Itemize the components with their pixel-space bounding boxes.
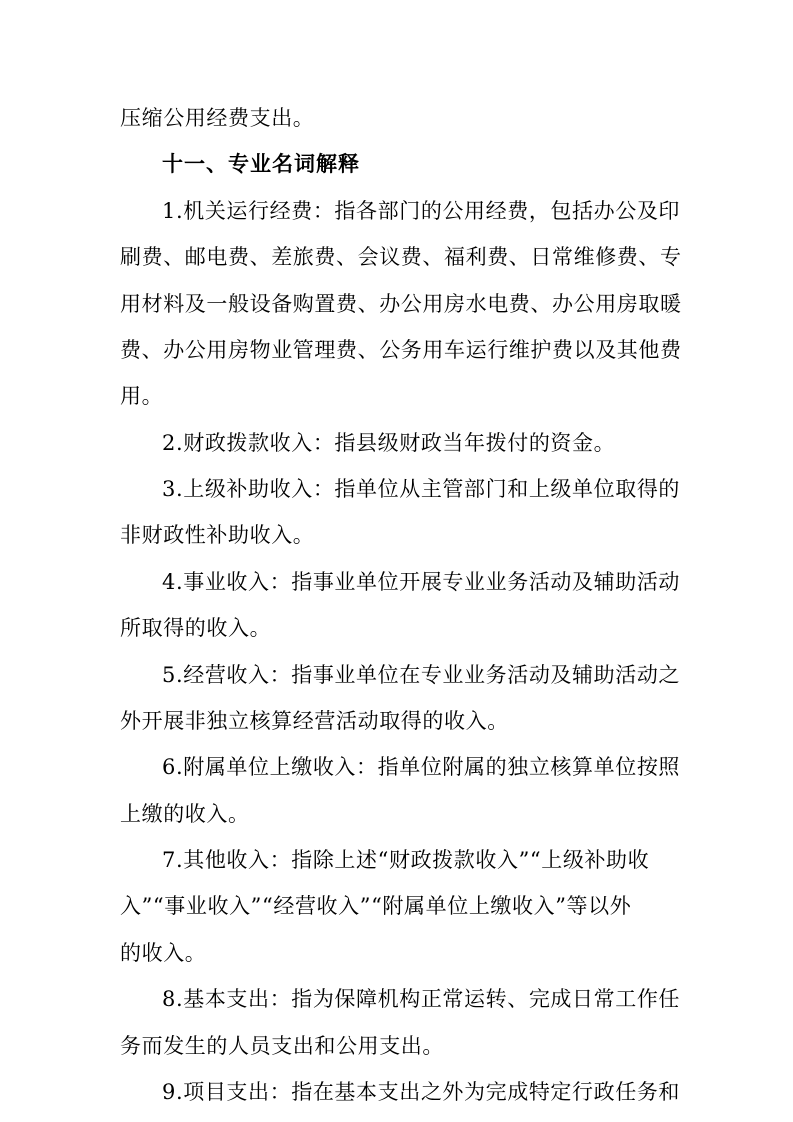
term-6-line-1: 6.附属单位上缴收入：指单位附属的独立核算单位按照 bbox=[162, 755, 681, 779]
term-7-line-1: 7.其他收入：指除上述“财政拨款收入”“上级补助收 bbox=[162, 848, 650, 872]
term-2-line-1: 2.财政拨款收入：指县级财政当年拨付的资金。 bbox=[162, 431, 616, 455]
term-5-line-1: 5.经营收入：指事业单位在专业业务活动及辅助活动之 bbox=[162, 663, 681, 687]
term-8-line-1: 8.基本支出：指为保障机构正常运转、完成日常工作任 bbox=[162, 987, 681, 1011]
term-9-line-1: 9.项目支出：指在基本支出之外为完成特定行政任务和 bbox=[162, 1080, 681, 1104]
term-1-line-2: 刷费、邮电费、差旅费、会议费、福利费、日常维修费、专 bbox=[120, 245, 682, 269]
text-line-continuation: 压缩公用经费支出。 bbox=[120, 106, 315, 130]
term-1-line-3: 用材料及一般设备购置费、办公用房水电费、办公用房取暖 bbox=[120, 292, 682, 316]
term-3-line-2: 非财政性补助收入。 bbox=[120, 523, 315, 547]
term-7-line-2: 入”“事业收入”“经营收入”“附属单位上缴收入”等以外 bbox=[120, 894, 632, 918]
term-1-line-5: 用。 bbox=[120, 384, 164, 408]
section-heading: 十一、专业名词解释 bbox=[162, 152, 360, 176]
term-4-line-1: 4.事业收入：指事业单位开展专业业务活动及辅助活动 bbox=[162, 570, 681, 594]
term-1-line-1: 1.机关运行经费：指各部门的公用经费，包括办公及印 bbox=[162, 199, 681, 223]
term-6-line-2: 上缴的收入。 bbox=[120, 802, 250, 826]
term-7-line-3: 的收入。 bbox=[120, 941, 207, 965]
term-1-line-4: 费、办公用房物业管理费、公务用车运行维护费以及其他费 bbox=[120, 338, 682, 362]
term-3-line-1: 3.上级补助收入：指单位从主管部门和上级单位取得的 bbox=[162, 477, 681, 501]
term-5-line-2: 外开展非独立核算经营活动取得的收入。 bbox=[120, 709, 509, 733]
term-8-line-2: 务而发生的人员支出和公用支出。 bbox=[120, 1034, 444, 1058]
term-4-line-2: 所取得的收入。 bbox=[120, 616, 272, 640]
